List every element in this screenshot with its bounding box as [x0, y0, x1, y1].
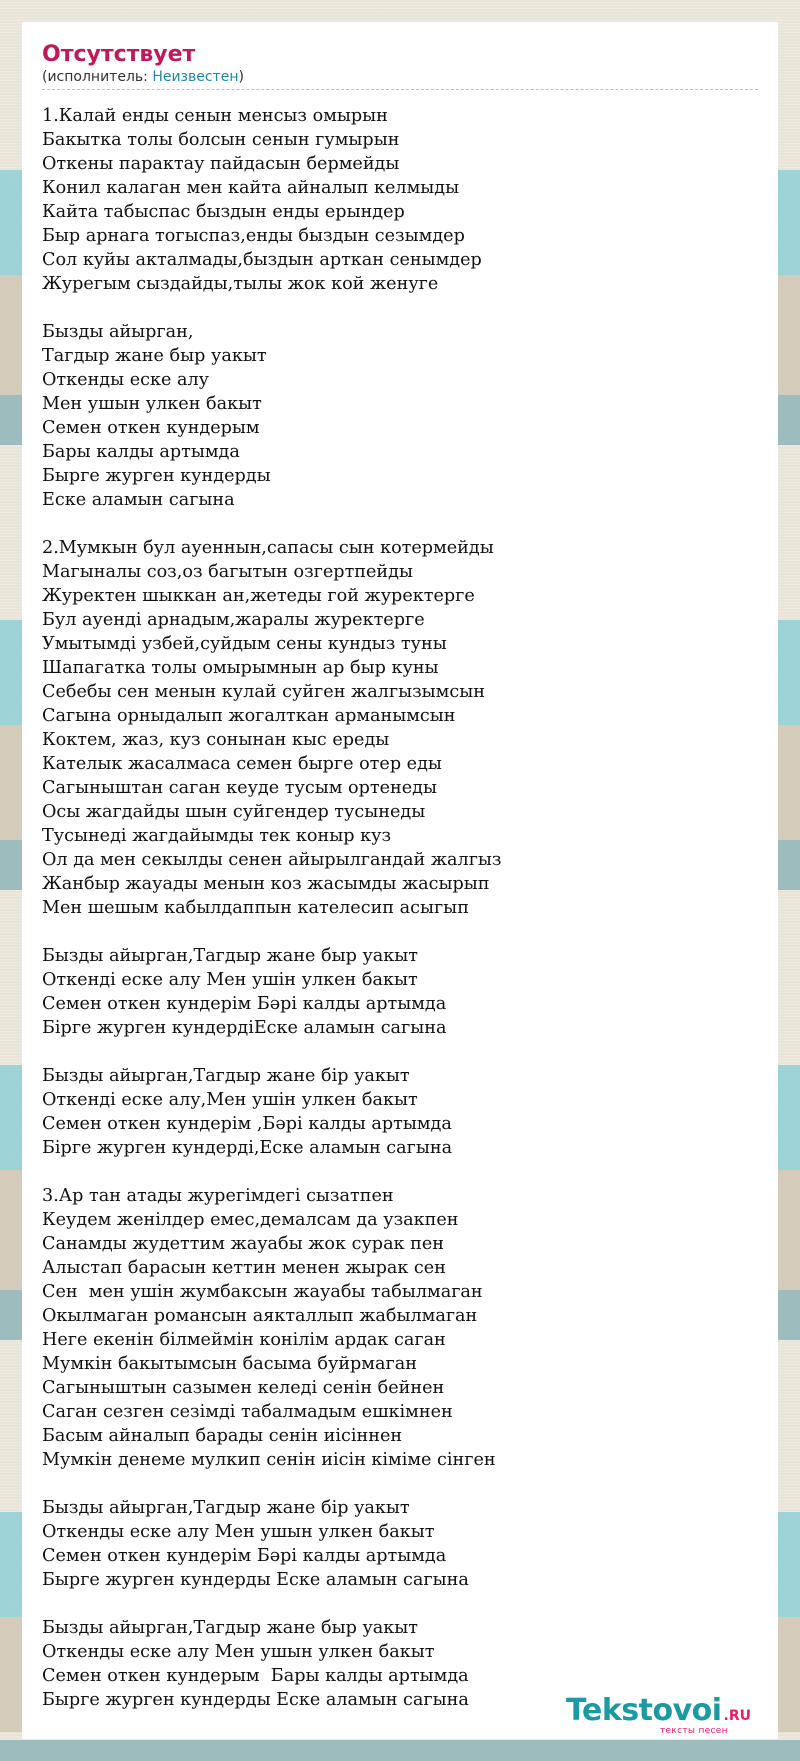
lyrics-line: Сагыныштан саган кеуде тусым ортенеды	[42, 778, 437, 798]
lyrics-line: Жанбыр жауады менын коз жасымды жасырып	[42, 874, 490, 894]
lyrics-line: Себебы сен менын кулай суйген жалгызымсын	[42, 682, 485, 702]
lyrics-line: Семен откен кундерім Бәрі калды артымда	[42, 1546, 447, 1566]
lyrics-line: Бакытка толы болсын сенын гумырын	[42, 130, 400, 150]
lyrics-line: Шапагатка толы омырымнын ар быр куны	[42, 658, 439, 678]
lyrics-line: Неге екенін білмеймін конілім ардак саган	[42, 1330, 446, 1350]
lyrics-line: Откенді еске алу,Мен ушін улкен бакыт	[42, 1090, 418, 1110]
lyrics-line: Бырге журген кундерды Еске аламын сагына	[42, 1570, 469, 1590]
lyrics-blank-line	[42, 1592, 758, 1616]
lyrics-line: Бірге журген кундерді,Еске аламын сагына	[42, 1138, 453, 1158]
logo-tagline: тексты песен	[660, 1726, 728, 1736]
lyrics-line: Бары калды артымда	[42, 442, 240, 462]
artist-line	[42, 68, 758, 90]
song-title: Отсутствует	[42, 42, 196, 67]
lyrics-line: Кеудем женілдер емес,демалсам да узакпен	[42, 1210, 459, 1230]
lyrics-line: Бырге журген кундерды	[42, 466, 271, 486]
lyrics-line: Санамды жудеттим жауабы жок сурак пен	[42, 1234, 445, 1254]
lyrics-line: Откенды еске алу Мен ушын улкен бакыт	[42, 1642, 435, 1662]
lyrics-line: Семен откен кундерым Бары калды артымда	[42, 1666, 469, 1686]
lyrics-line: Мен ушын улкен бакыт	[42, 394, 262, 414]
lyrics-line: Сен мен ушін жумбаксын жауабы табылмаган	[42, 1282, 483, 1302]
artist-link[interactable]: Неизвестен	[152, 69, 239, 85]
lyrics-line: Сагыныштын сазымен келеді сенін бейнен	[42, 1378, 445, 1398]
lyrics-card	[22, 22, 778, 1739]
lyrics-blank-line	[42, 512, 758, 536]
lyrics-line: 1.Калай енды сенын менсыз омырын	[42, 106, 388, 126]
lyrics-line: Откены парактау пайдасын бермейды	[42, 154, 400, 174]
lyrics-line: Магыналы соз,оз багытын озгертпейды	[42, 562, 413, 582]
lyrics-line: Кайта табыспас быздын енды ерындер	[42, 202, 405, 222]
lyrics-line: Саган сезген сезімді табалмадым ешкімнен	[42, 1402, 453, 1422]
lyrics-line: Откенді еске алу Мен ушін улкен бакыт	[42, 970, 418, 990]
logo-wordmark: Tekstovoi	[566, 1693, 722, 1728]
lyrics-blank-line	[42, 1472, 758, 1496]
lyrics-blank-line	[42, 1160, 758, 1184]
lyrics-blank-line	[42, 296, 758, 320]
lyrics-line: Бірге журген кундердіЕске аламын сагына	[42, 1018, 447, 1038]
lyrics-line: Сагына орныдалып жогалткан арманымсын	[42, 706, 456, 726]
lyrics-line: Семен откен кундерім ,Бәрі калды артымда	[42, 1114, 452, 1134]
lyrics-line: Бызды айырган,	[42, 322, 194, 342]
lyrics-blank-line	[42, 1040, 758, 1064]
lyrics-line: Конил калаган мен кайта айналып келмыды	[42, 178, 460, 198]
lyrics-line: Бул ауенді арнадым,жаралы журектерге	[42, 610, 425, 630]
lyrics-line: Коктем, жаз, куз сонынан кыс ереды	[42, 730, 390, 750]
site-logo[interactable]	[566, 1694, 771, 1738]
lyrics-line: Осы жагдайды шын суйгендер тусынеды	[42, 802, 426, 822]
lyrics-line: Окылмаган романсын аякталлып жабылмаган	[42, 1306, 478, 1326]
lyrics-line: Журегым сыздайды,тылы жок кой женуге	[42, 274, 439, 294]
lyrics-line: Журектен шыккан ан,жетеды гой журектерге	[42, 586, 475, 606]
lyrics-line: Алыстап барасын кеттин менен жырак сен	[42, 1258, 446, 1278]
lyrics-line: Мумкін бакытымсын басыма буйрмаган	[42, 1354, 417, 1374]
logo-domain: .RU	[723, 1708, 752, 1724]
artist-suffix: )	[238, 69, 244, 85]
lyrics-line: Сол куйы акталмады,быздын арткан сенымдер	[42, 250, 482, 270]
lyrics-line: Кателык жасалмаса семен бырге отер еды	[42, 754, 442, 774]
lyrics-line: Еске аламын сагына	[42, 490, 235, 510]
lyrics-line: Откенды еске алу	[42, 370, 210, 390]
lyrics-line: 3.Ар тан атады журегімдегі сызатпен	[42, 1186, 394, 1206]
lyrics-line: Семен откен кундерім Бәрі калды артымда	[42, 994, 447, 1014]
lyrics-line: Бызды айырган,Тагдыр жане бір уакыт	[42, 1498, 410, 1518]
lyrics-line: Мумкін денеме мулкип сенін иісін кіміме сінген	[42, 1450, 496, 1470]
lyrics-line: Умытымді узбей,суйдым сены кундыз туны	[42, 634, 447, 654]
lyrics-line: 2.Мумкын бул ауеннын,сапасы сын котермейды	[42, 538, 494, 558]
lyrics-line: Откенды еске алу Мен ушын улкен бакыт	[42, 1522, 435, 1542]
lyrics-line: Басым айналып барады сенін иісіннен	[42, 1426, 403, 1446]
lyrics-line: Ол да мен секылды сенен айырылгандай жалгыз	[42, 850, 502, 870]
background-stripe	[0, 1740, 800, 1761]
lyrics-line: Тусынеді жагдайымды тек коныр куз	[42, 826, 392, 846]
lyrics-line: Бырге журген кундерды Еске аламын сагына	[42, 1690, 469, 1710]
lyrics-body	[42, 104, 758, 1712]
lyrics-line: Бызды айырган,Тагдыр жане быр уакыт	[42, 946, 419, 966]
lyrics-blank-line	[42, 920, 758, 944]
lyrics-line: Семен откен кундерым	[42, 418, 260, 438]
lyrics-line: Быр арнага тогыспаз,енды быздын сезымдер	[42, 226, 465, 246]
lyrics-line: Мен шешым кабылдаппын кателесип асыгып	[42, 898, 469, 918]
lyrics-line: Бызды айырган,Тагдыр жане бір уакыт	[42, 1066, 410, 1086]
artist-prefix: (исполнитель:	[42, 69, 153, 85]
lyrics-line: Бызды айырган,Тагдыр жане быр уакыт	[42, 1618, 419, 1638]
lyrics-line: Тагдыр жане быр уакыт	[42, 346, 267, 366]
